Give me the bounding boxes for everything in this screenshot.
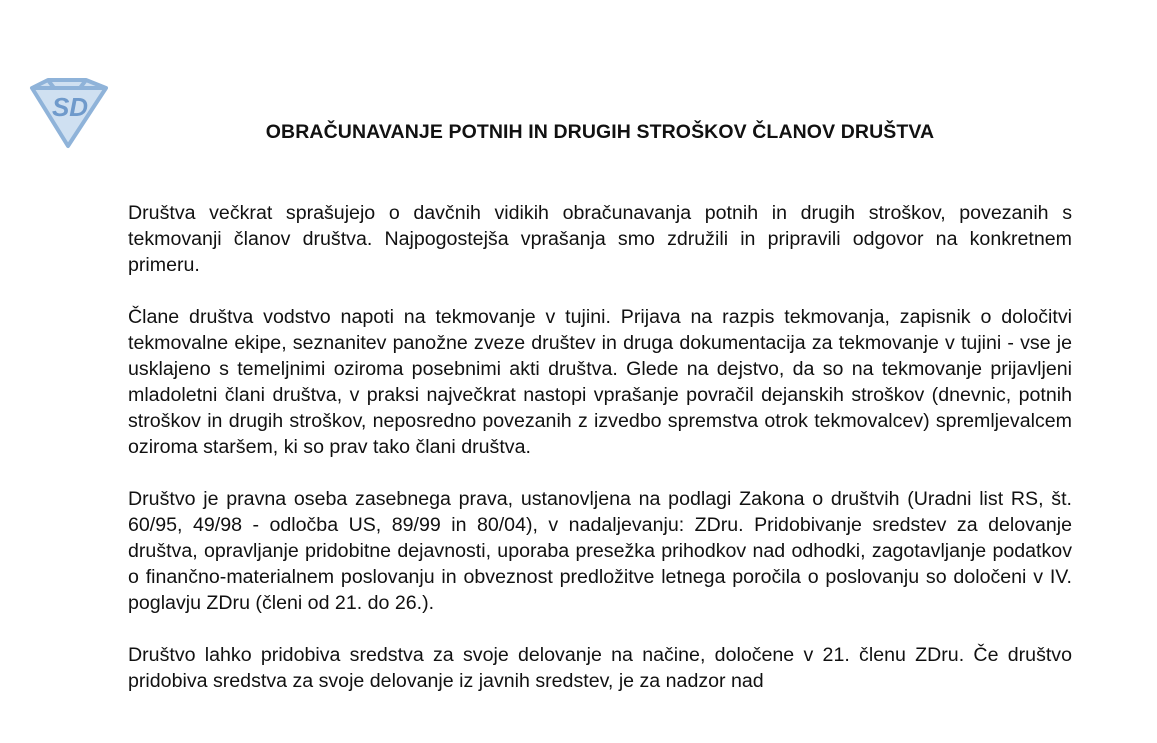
paragraph: Društvo lahko pridobiva sredstva za svoje delovanje na načine, določene v 21. členu ZDru. Če društvo pridobiva sredstva za svoje delovanje iz javnih sredstev, je za nadzor nad xyxy=(128,644,1072,692)
paragraph: Društvo je pravna oseba zasebnega prava, ustanovljena na podlagi Zakona o društvih (Uradni list RS, št. 60/95, 49/98 - odločba US, 89/99 in 80/04), v nadaljevanju: ZDru. Pridobivanje sredstev za delovanje društva, opravljanje pridobitne dejavnosti, uporaba presežka prihodkov nad odhodki, zagotavljanje podatkov o finančno-materialnem poslovanju in obveznost predložitve letnega poročila o poslovanju so določeni v IV. poglavju ZDru (členi od 21. do 26.). xyxy=(128,488,1072,614)
document-title: OBRAČUNAVANJE POTNIH IN DRUGIH STROŠKOV ČLANOV DRUŠTVA xyxy=(265,121,935,143)
document-body xyxy=(128,200,1072,720)
paragraph: Člane društva vodstvo napoti na tekmovanje v tujini. Prijava na razpis tekmovanja, zapisnik o določitvi tekmovalne ekipe, seznanitev panožne zveze društev in druga dokumentacija za tekmovanje v tujini - vse je usklajeno s temeljnimi oziroma posebnimi akti društva. Glede na dejstvo, da so na tekmovanje prijavljeni mladoletni člani društva, v praksi največkrat nastopi vprašanje povračil dejanskih stroškov (dnevnic, potnih stroškov in drugih stroškov, neposredno povezanih z izvedbo spremstva otrok tekmovalcev) spremljevalcem oziroma staršem, ki so prav tako člani društva. xyxy=(128,306,1072,458)
paragraph: Društva večkrat sprašujejo o davčnih vidikih obračunavanja potnih in drugih stroškov, povezanih s tekmovanji članov društva. Najpogostejša vprašanja smo združili in pripravili odgovor na konkretnem primeru. xyxy=(128,202,1072,276)
logo-letters: SD xyxy=(51,92,89,122)
